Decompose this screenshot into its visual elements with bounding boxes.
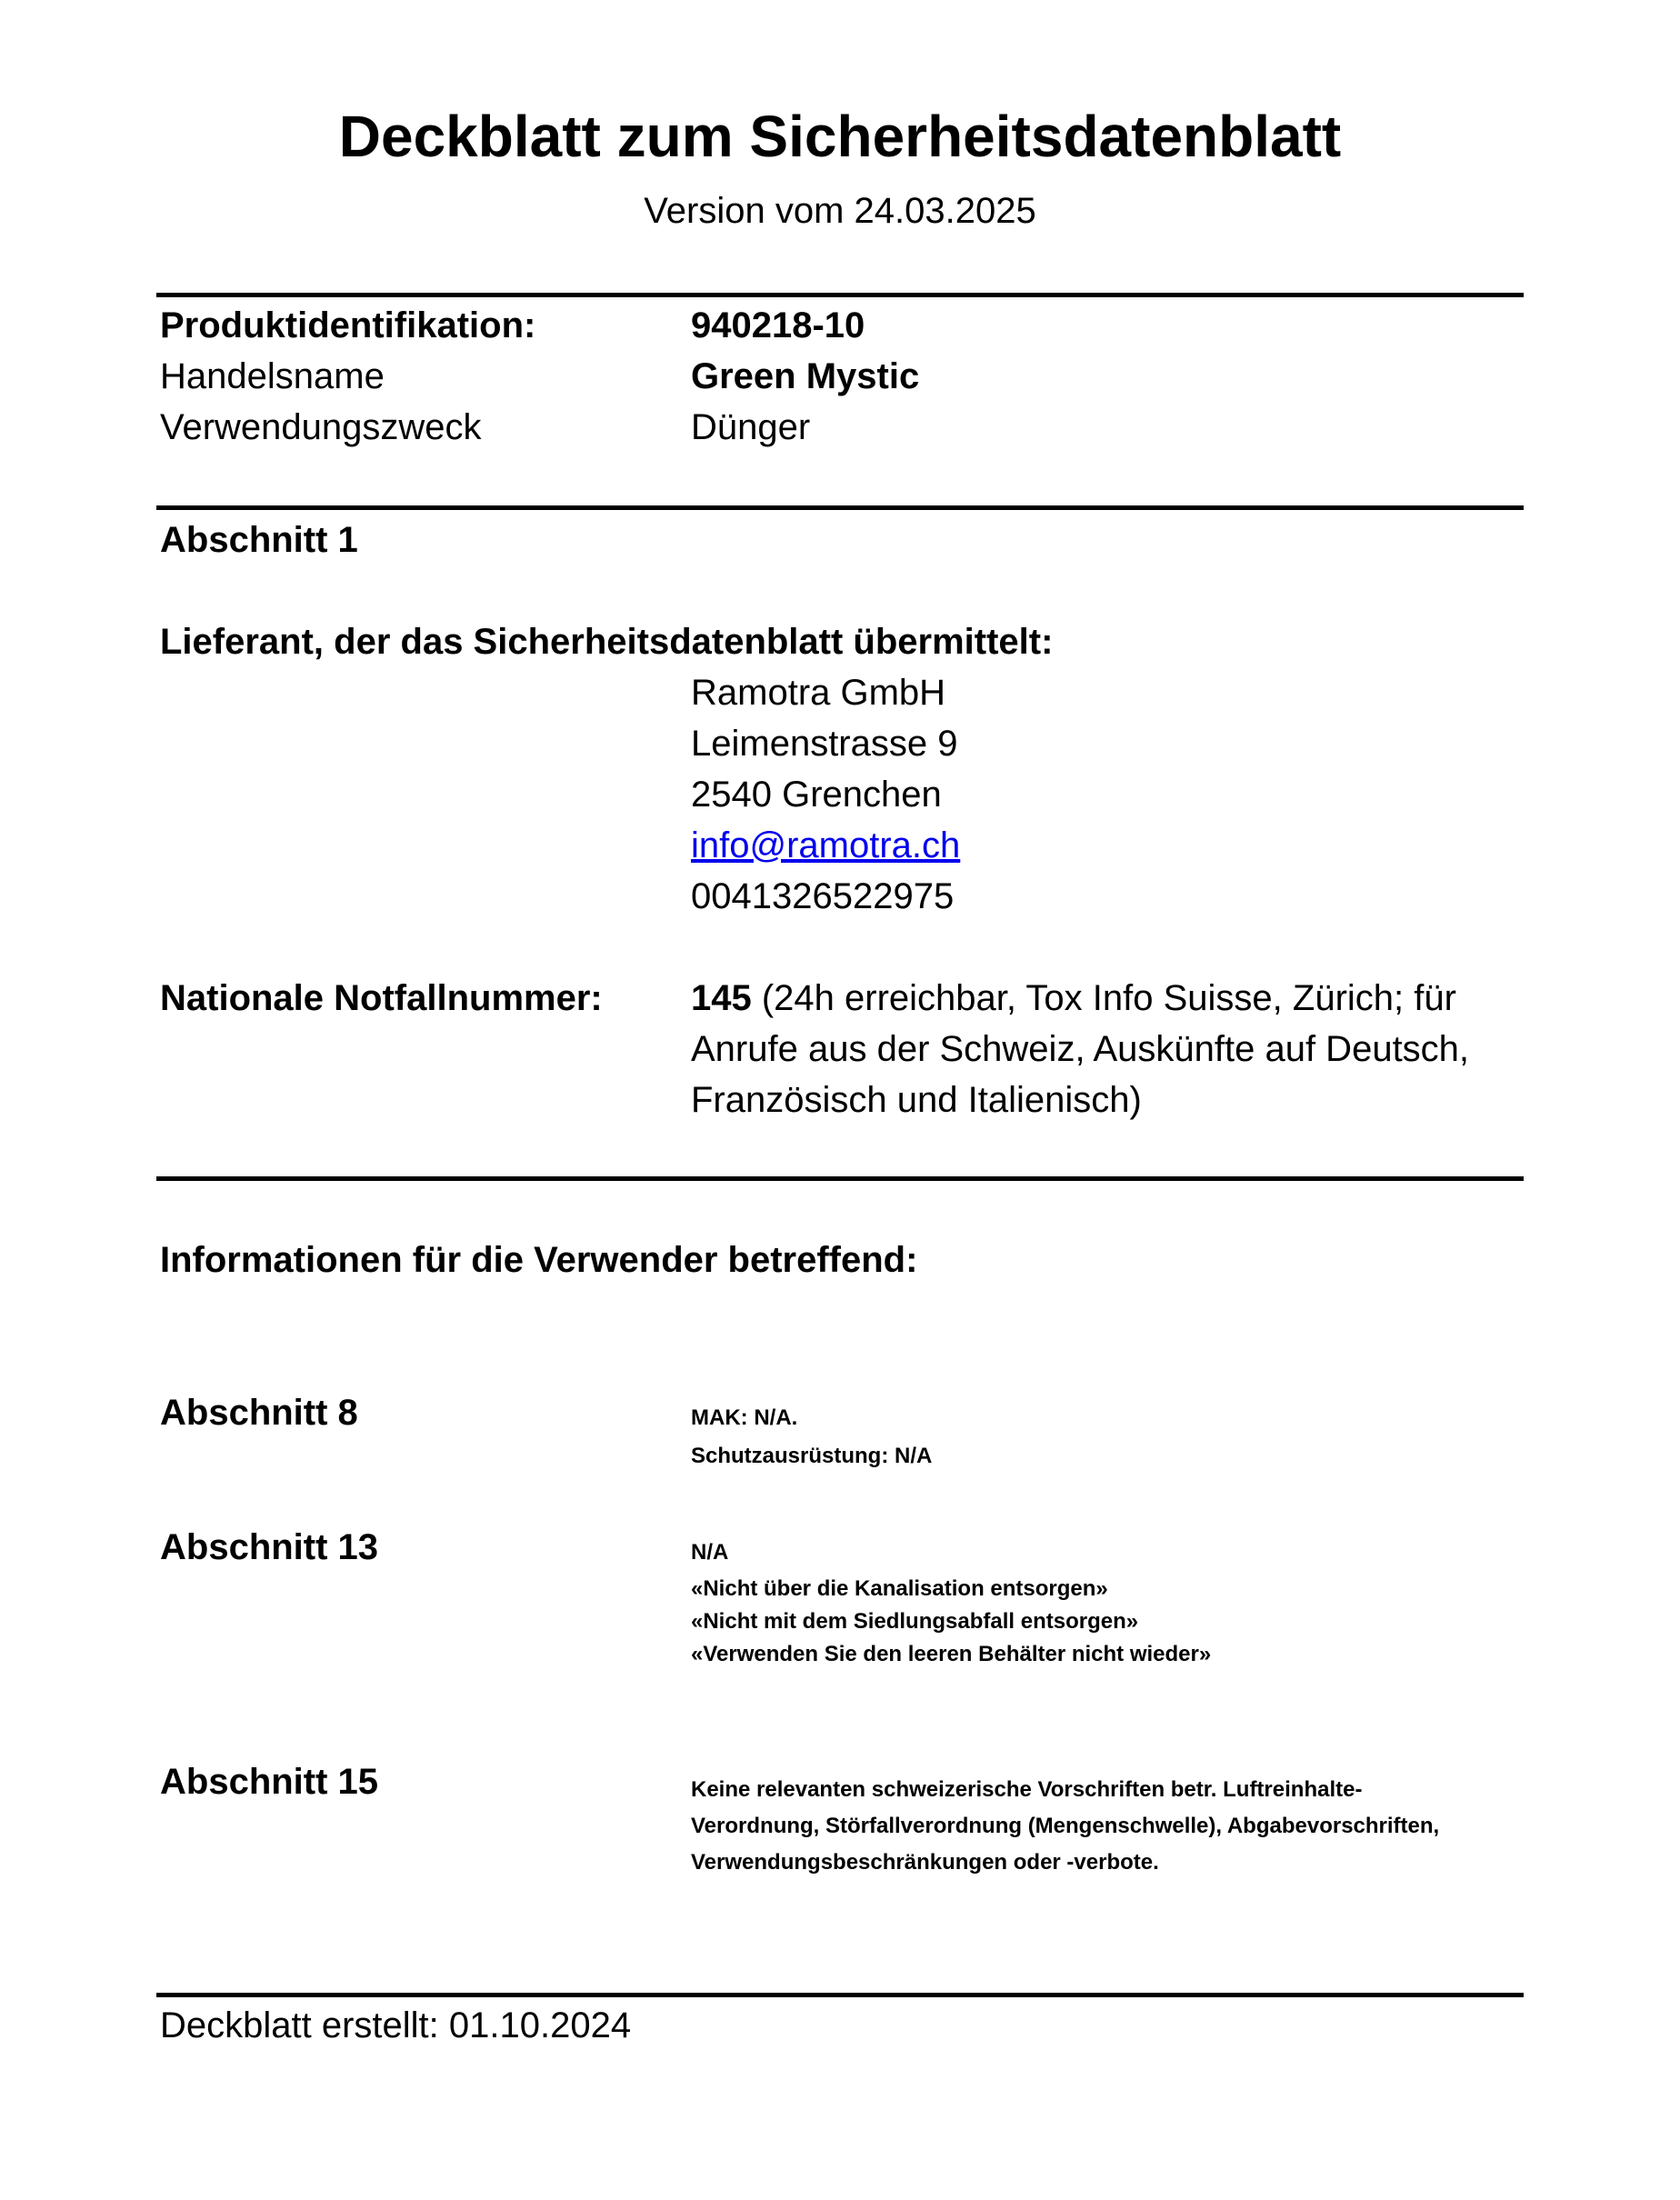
divider-footer [156, 1993, 1524, 1997]
section15-line: Verwendungsbeschränkungen oder -verbote. [691, 1850, 1159, 1875]
section1-heading: Abschnitt 1 [160, 520, 358, 560]
info-heading: Informationen für die Verwender betreffend: [160, 1240, 918, 1280]
supplier-city: 2540 Grenchen [691, 775, 942, 815]
version-date: Version vom 24.03.2025 [644, 191, 1036, 231]
trade-name-label: Handelsname [160, 356, 385, 396]
section13-line: «Verwenden Sie den leeren Behälter nicht wieder» [691, 1642, 1212, 1666]
section8-line: MAK: N/A. [691, 1405, 798, 1430]
supplier-street: Leimenstrasse 9 [691, 724, 958, 764]
section13-line: «Nicht über die Kanalisation entsorgen» [691, 1576, 1108, 1601]
supplier-email-link[interactable]: info@ramotra.ch [691, 825, 961, 865]
section13-heading: Abschnitt 13 [160, 1527, 379, 1567]
section15-line: Verordnung, Störfallverordnung (Mengenschwelle), Abgabevorschriften, [691, 1814, 1440, 1838]
use-label: Verwendungszweck [160, 407, 482, 447]
trade-name-value: Green Mystic [691, 356, 920, 396]
divider-section1 [156, 505, 1524, 510]
product-id-value: 940218-10 [691, 305, 865, 345]
emergency-info [691, 973, 1527, 1125]
emergency-note: (24h erreichbar, Tox Info Suisse, Zürich; für Anrufe aus der Schweiz, Auskünfte auf Deutsch, Französisch und Italienisch) [691, 978, 1470, 1120]
section15-heading: Abschnitt 15 [160, 1762, 379, 1802]
page-title: Deckblatt zum Sicherheitsdatenblatt [338, 104, 1342, 169]
divider-info [156, 1176, 1524, 1181]
section13-line: «Nicht mit dem Siedlungsabfall entsorgen» [691, 1609, 1139, 1634]
use-value: Dünger [691, 407, 811, 447]
footer-created: Deckblatt erstellt: 01.10.2024 [160, 2005, 632, 2045]
section8-line: Schutzausrüstung: N/A [691, 1444, 933, 1468]
supplier-label: Lieferant, der das Sicherheitsdatenblatt übermittelt: [160, 622, 1054, 662]
section15-line: Keine relevanten schweizerische Vorschriften betr. Luftreinhalte- [691, 1777, 1363, 1802]
section13-line: N/A [691, 1540, 729, 1565]
divider-top [156, 293, 1524, 297]
product-id-label: Produktidentifikation: [160, 305, 536, 345]
section8-heading: Abschnitt 8 [160, 1393, 358, 1433]
emergency-label: Nationale Notfallnummer: [160, 978, 603, 1018]
supplier-company: Ramotra GmbH [691, 673, 946, 713]
supplier-phone: 0041326522975 [691, 876, 955, 916]
emergency-number: 145 [691, 978, 752, 1018]
